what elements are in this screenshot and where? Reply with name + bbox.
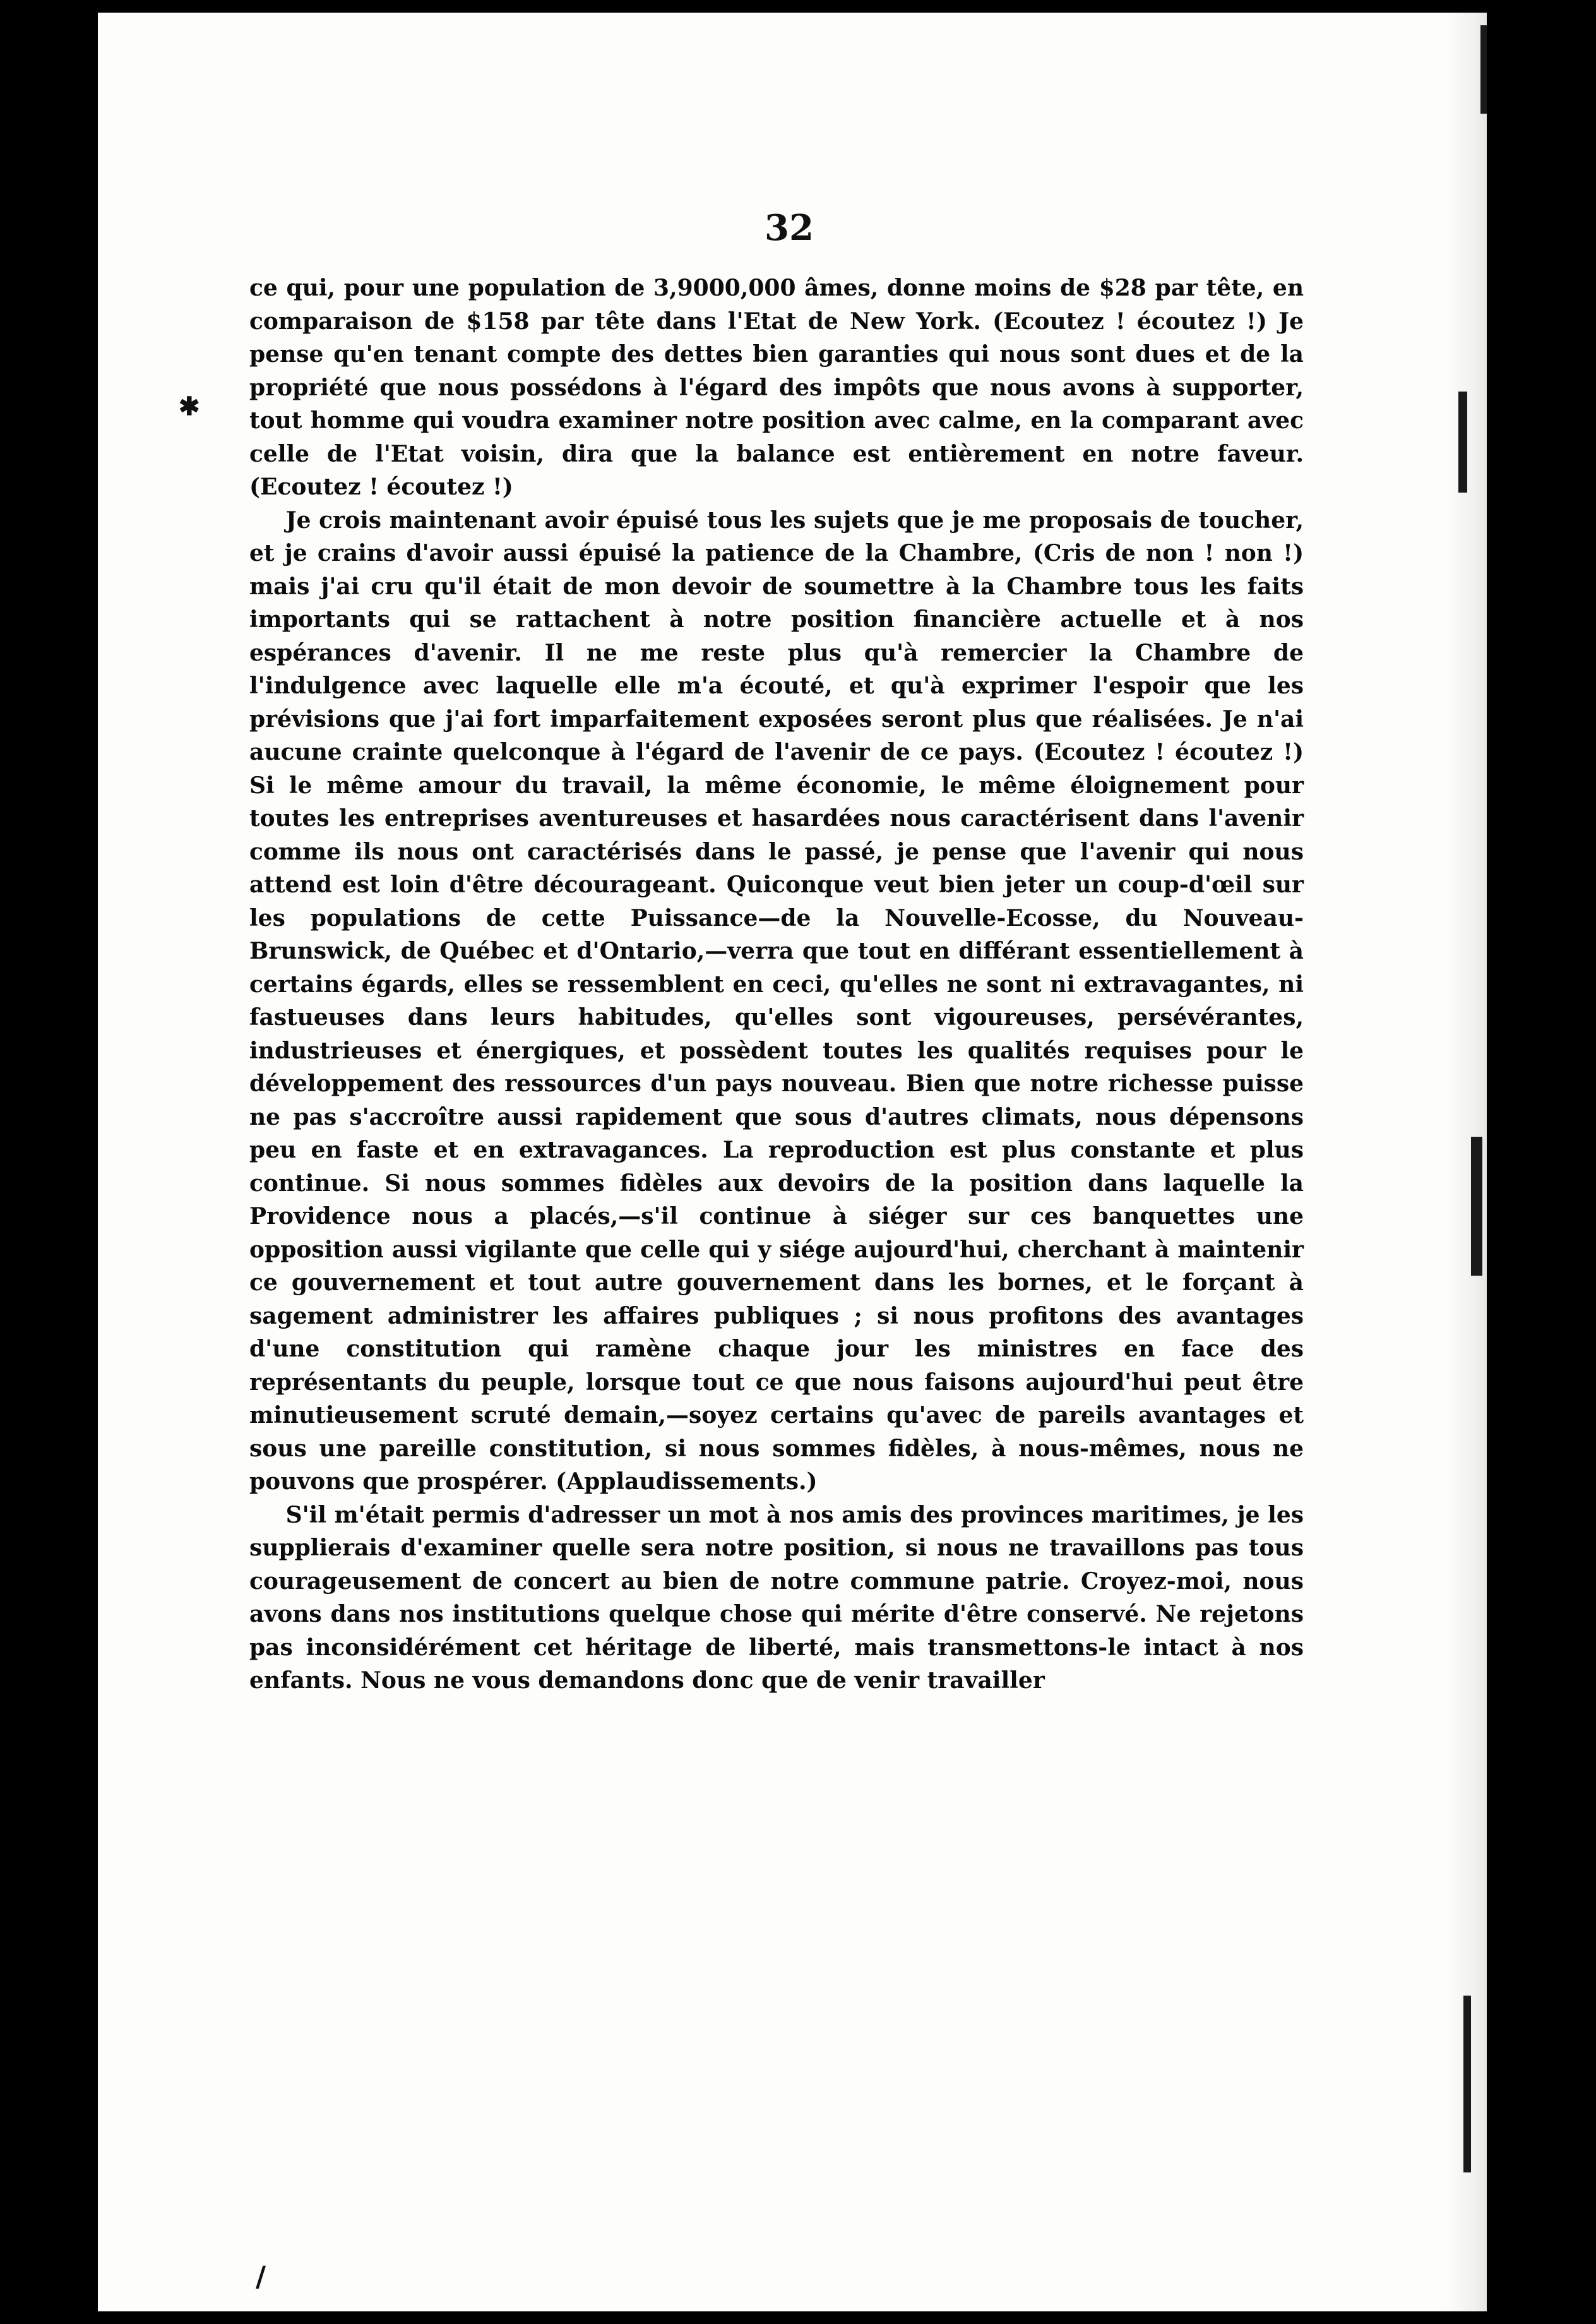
paragraph: ce qui, pour une population de 3,9000,000 âmes, donne moins de $28 par tête, en comparaison de $158 par tête dans l'Etat de New York. (Ecoutez ! écoutez !) Je pense qu'en tenant compte des dettes bien garanties qui nous sont dues et de la propriété que nous possédons à l'égard des impôts que nous avons à supporter, tout homme qui voudra examiner notre position avec calme, en la comparant avec celle de l'Etat voisin, dira que la balance est entièrement en notre faveur. (Ecoutez ! écoutez !): [249, 275, 1304, 500]
paragraph: Je crois maintenant avoir épuisé tous les sujets que je me proposais de toucher, et je crains d'avoir aussi épuisé la patience de la Chambre, (Cris de non ! non !) mais j'ai cru qu'il était de mon devoir de soumettre à la Chambre tous les faits importants qui se rattachent à notre position financière actuelle et à nos espérances d'avenir. Il ne me reste plus qu'à remercier la Chambre de l'indulgence avec laquelle elle m'a écouté, et qu'à exprimer l'espoir que les prévisions que j'ai fort imparfaitement exposées seront plus que réalisées. Je n'ai aucune crainte quelconque à l'égard de l'avenir de ce pays. (Ecoutez ! écoutez !) Si le même amour du travail, la même économie, le même éloignement pour toutes les entreprises aventureuses et hasardées nous caractérisent dans l'avenir comme ils nous ont caractérisés dans le passé, je pense que l'avenir qui nous attend est loin d'être décourageant. Quiconque veut bien jeter un coup-d'œil sur les populations de cette Puissance—de la Nouvelle-Ecosse, du Nouveau-Brunswick, de Québec et d'Ontario,—verra que tout en différant essentiellement à certains égards, elles se ressemblent en ceci, qu'elles ne sont ni extravagantes, ni fastueuses dans leurs habitudes, qu'elles sont vigoureuses, persévérantes, industrieuses et énergiques, et possèdent toutes les qualités requises pour le développement des ressources d'un pays nouveau. Bien que notre richesse puisse ne pas s'accroître aussi rapidement que sous d'autres climats, nous dépensons peu en faste et en extravagances. La reproduction est plus constante et plus continue. Si nous sommes fidèles aux devoirs de la position dans laquelle la Providence nous a placés,—s'il continue à siéger sur ces banquettes une opposition aussi vigilante que celle qui y siége aujourd'hui, cherchant à maintenir ce gouvernement et tout autre gouvernement dans les bornes, et le forçant à sagement administrer les affaires publiques ; si nous profitons des avantages d'une constitution qui ramène chaque jour les ministres en face des représentants du peuple, lorsque tout ce que nous faisons aujourd'hui peut être minutieusement scruté demain,—soyez certains qu'avec de pareils avantages et sous une pareille constitution, si nous sommes fidèles, à nous-mêmes, nous ne pouvons que prospérer. (Applaudissements.): [249, 506, 1304, 1495]
stray-ink-mark: /: [256, 2261, 266, 2293]
body-text: [249, 272, 1304, 1698]
edge-fold-mark: [1471, 1137, 1482, 1276]
stray-ink-mark: ✱: [179, 392, 200, 421]
scan-border: [1487, 0, 1596, 2324]
page-number: 32: [765, 207, 814, 249]
edge-fold-mark: [1458, 392, 1467, 493]
paragraph: S'il m'était permis d'adresser un mot à nos amis des provinces maritimes, je les supplierais d'examiner quelle sera notre position, si nous ne travaillons pas tous courageusement de concert au bien de notre commune patrie. Croyez-moi, nous avons dans nos institutions quelque chose qui mérite d'être conservé. Ne rejetons pas inconsidérément cet héritage de liberté, mais transmettons-le intact à nos enfants. Nous ne vous demandons donc que de venir travailler: [249, 1501, 1304, 1694]
edge-fold-mark: [1480, 25, 1487, 114]
edge-fold-mark: [1463, 1996, 1471, 2172]
